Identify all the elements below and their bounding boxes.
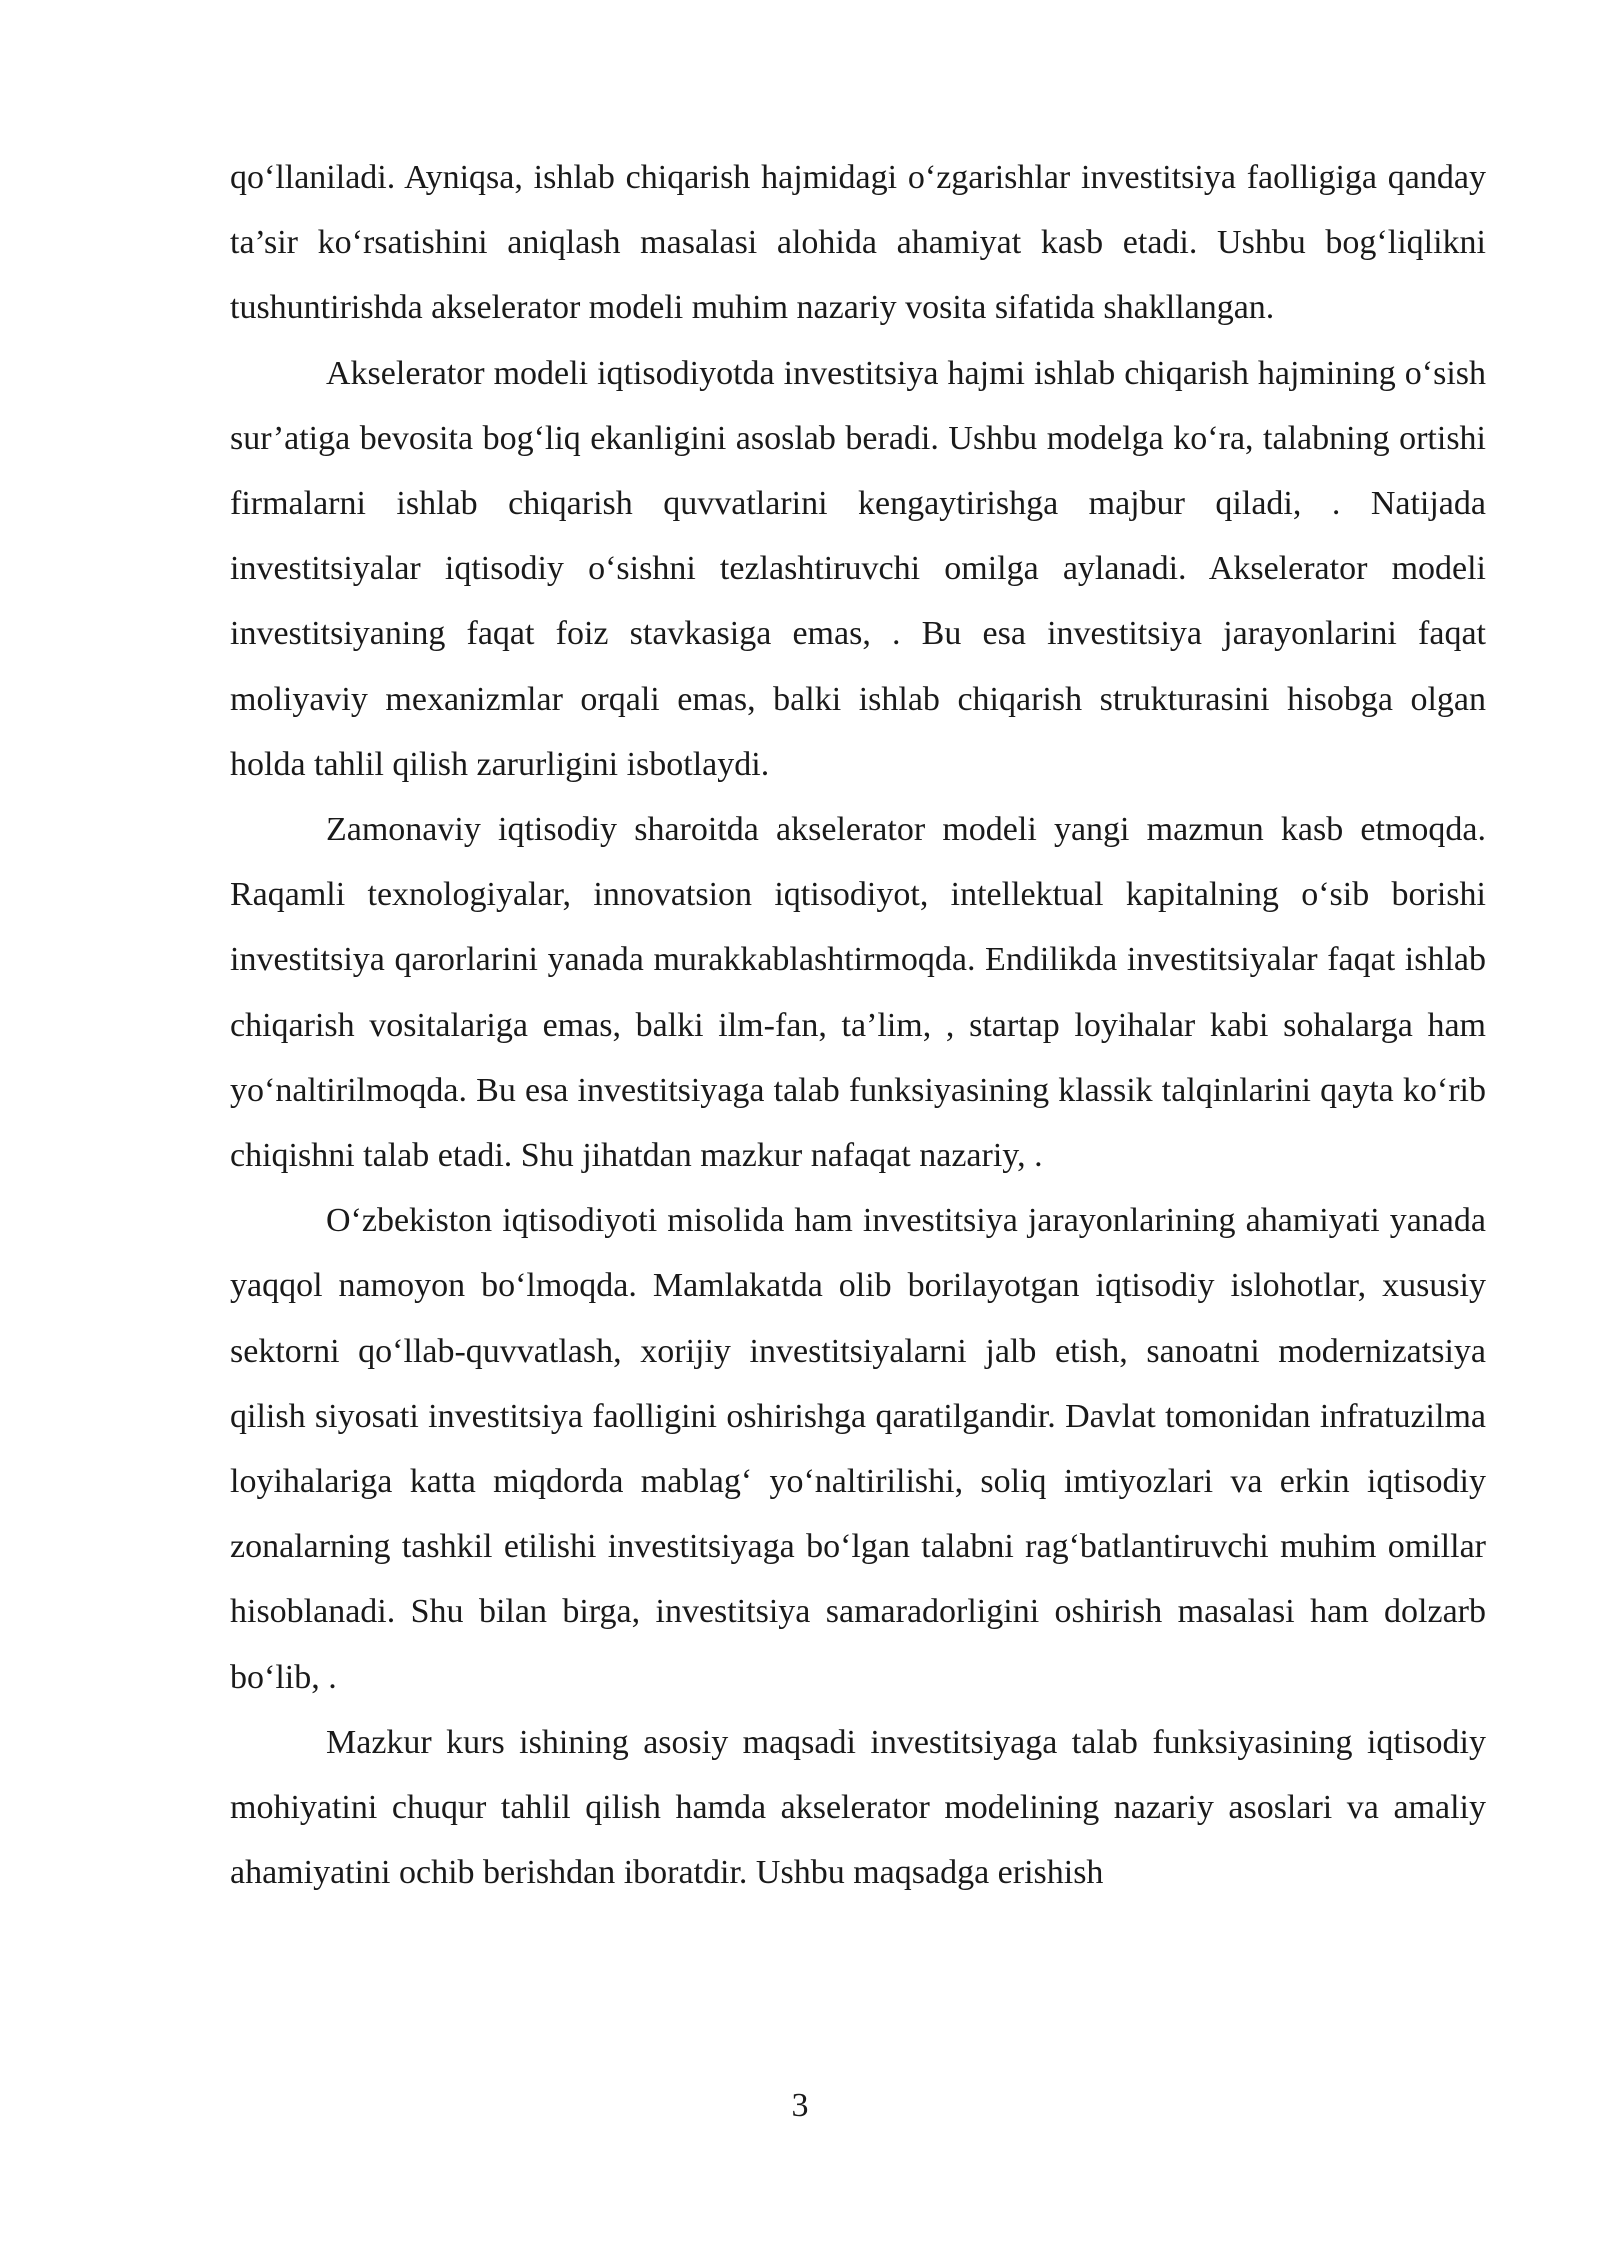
paragraph-3: Zamonaviy iqtisodiy sharoitda akselerator modeli yangi mazmun kasb etmoqda. Raqamli texnologiyalar, innovatsion iqtisodiyot, intellektual kapitalning o‘sib borishi investitsiya qarorlarini yanada murakkablashtirmoqda. Endilikda investitsiyalar faqat ishlab chiqarish vositalariga emas, balki ilm-fan, ta’lim, , startap loyihalar kabi sohalarga ham yo‘naltirilmoqda. Bu esa investitsiyaga talab funksiyasining klassik talqinlarini qayta ko‘rib chiqishni talab etadi. Shu jihatdan mazkur nafaqat nazariy, .: [230, 811, 1486, 1175]
paragraph-4: O‘zbekiston iqtisodiyoti misolida ham investitsiya jarayonlarining ahamiyati yanada yaqqol namoyon bo‘lmoqda. Mamlakatda olib borilayotgan iqtisodiy islohotlar, xususiy sektorni qo‘llab-quvvatlash, xorijiy investitsiyalarni jalb etish, sanoatni modernizatsiya qilish siyosati investitsiya faolligini oshirishga qaratilgandir. Davlat tomonidan infratuzilma loyihalariga katta miqdorda mablag‘ yo‘naltirilishi, soliq imtiyozlari va erkin iqtisodiy zonalarning tashkil etilishi investitsiyaga bo‘lgan talabni rag‘batlantiruvchi muhim omillar hisoblanadi. Shu bilan birga, investitsiya samaradorligini oshirish masalasi ham dolzarb bo‘lib, .: [230, 1202, 1486, 1696]
page-number: 3: [791, 2087, 809, 2124]
document-body: [230, 145, 1486, 1905]
paragraph-2: Akselerator modeli iqtisodiyotda investitsiya hajmi ishlab chiqarish hajmining o‘sish sur’atiga bevosita bog‘liq ekanligini asoslab beradi. Ushbu modelga ko‘ra, talabning ortishi firmalarni ishlab chiqarish quvvatlarini kengaytirishga majbur qiladi, . Natijada investitsiyalar iqtisodiy o‘sishni tezlashtiruvchi omilga aylanadi. Akselerator modeli investitsiyaning faqat foiz stavkasiga emas, . Bu esa investitsiya jarayonlarini faqat moliyaviy mexanizmlar orqali emas, balki ishlab chiqarish strukturasini hisobga olgan holda tahlil qilish zarurligini isbotlaydi.: [230, 354, 1486, 783]
paragraph-5: Mazkur kurs ishining asosiy maqsadi investitsiyaga talab funksiyasining iqtisodiy mohiyatini chuqur tahlil qilish hamda akselerator modelining nazariy asoslari va amaliy ahamiyatini ochib berishdan iboratdir. Ushbu maqsadga erishish: [230, 1723, 1486, 1892]
paragraph-1: qo‘llaniladi. Ayniqsa, ishlab chiqarish hajmidagi o‘zgarishlar investitsiya faolligiga qanday ta’sir ko‘rsatishini aniqlash masalasi alohida ahamiyat kasb etadi. Ushbu bog‘liqlikni tushuntirishda akselerator modeli muhim nazariy vosita sifatida shakllangan.: [230, 159, 1486, 327]
